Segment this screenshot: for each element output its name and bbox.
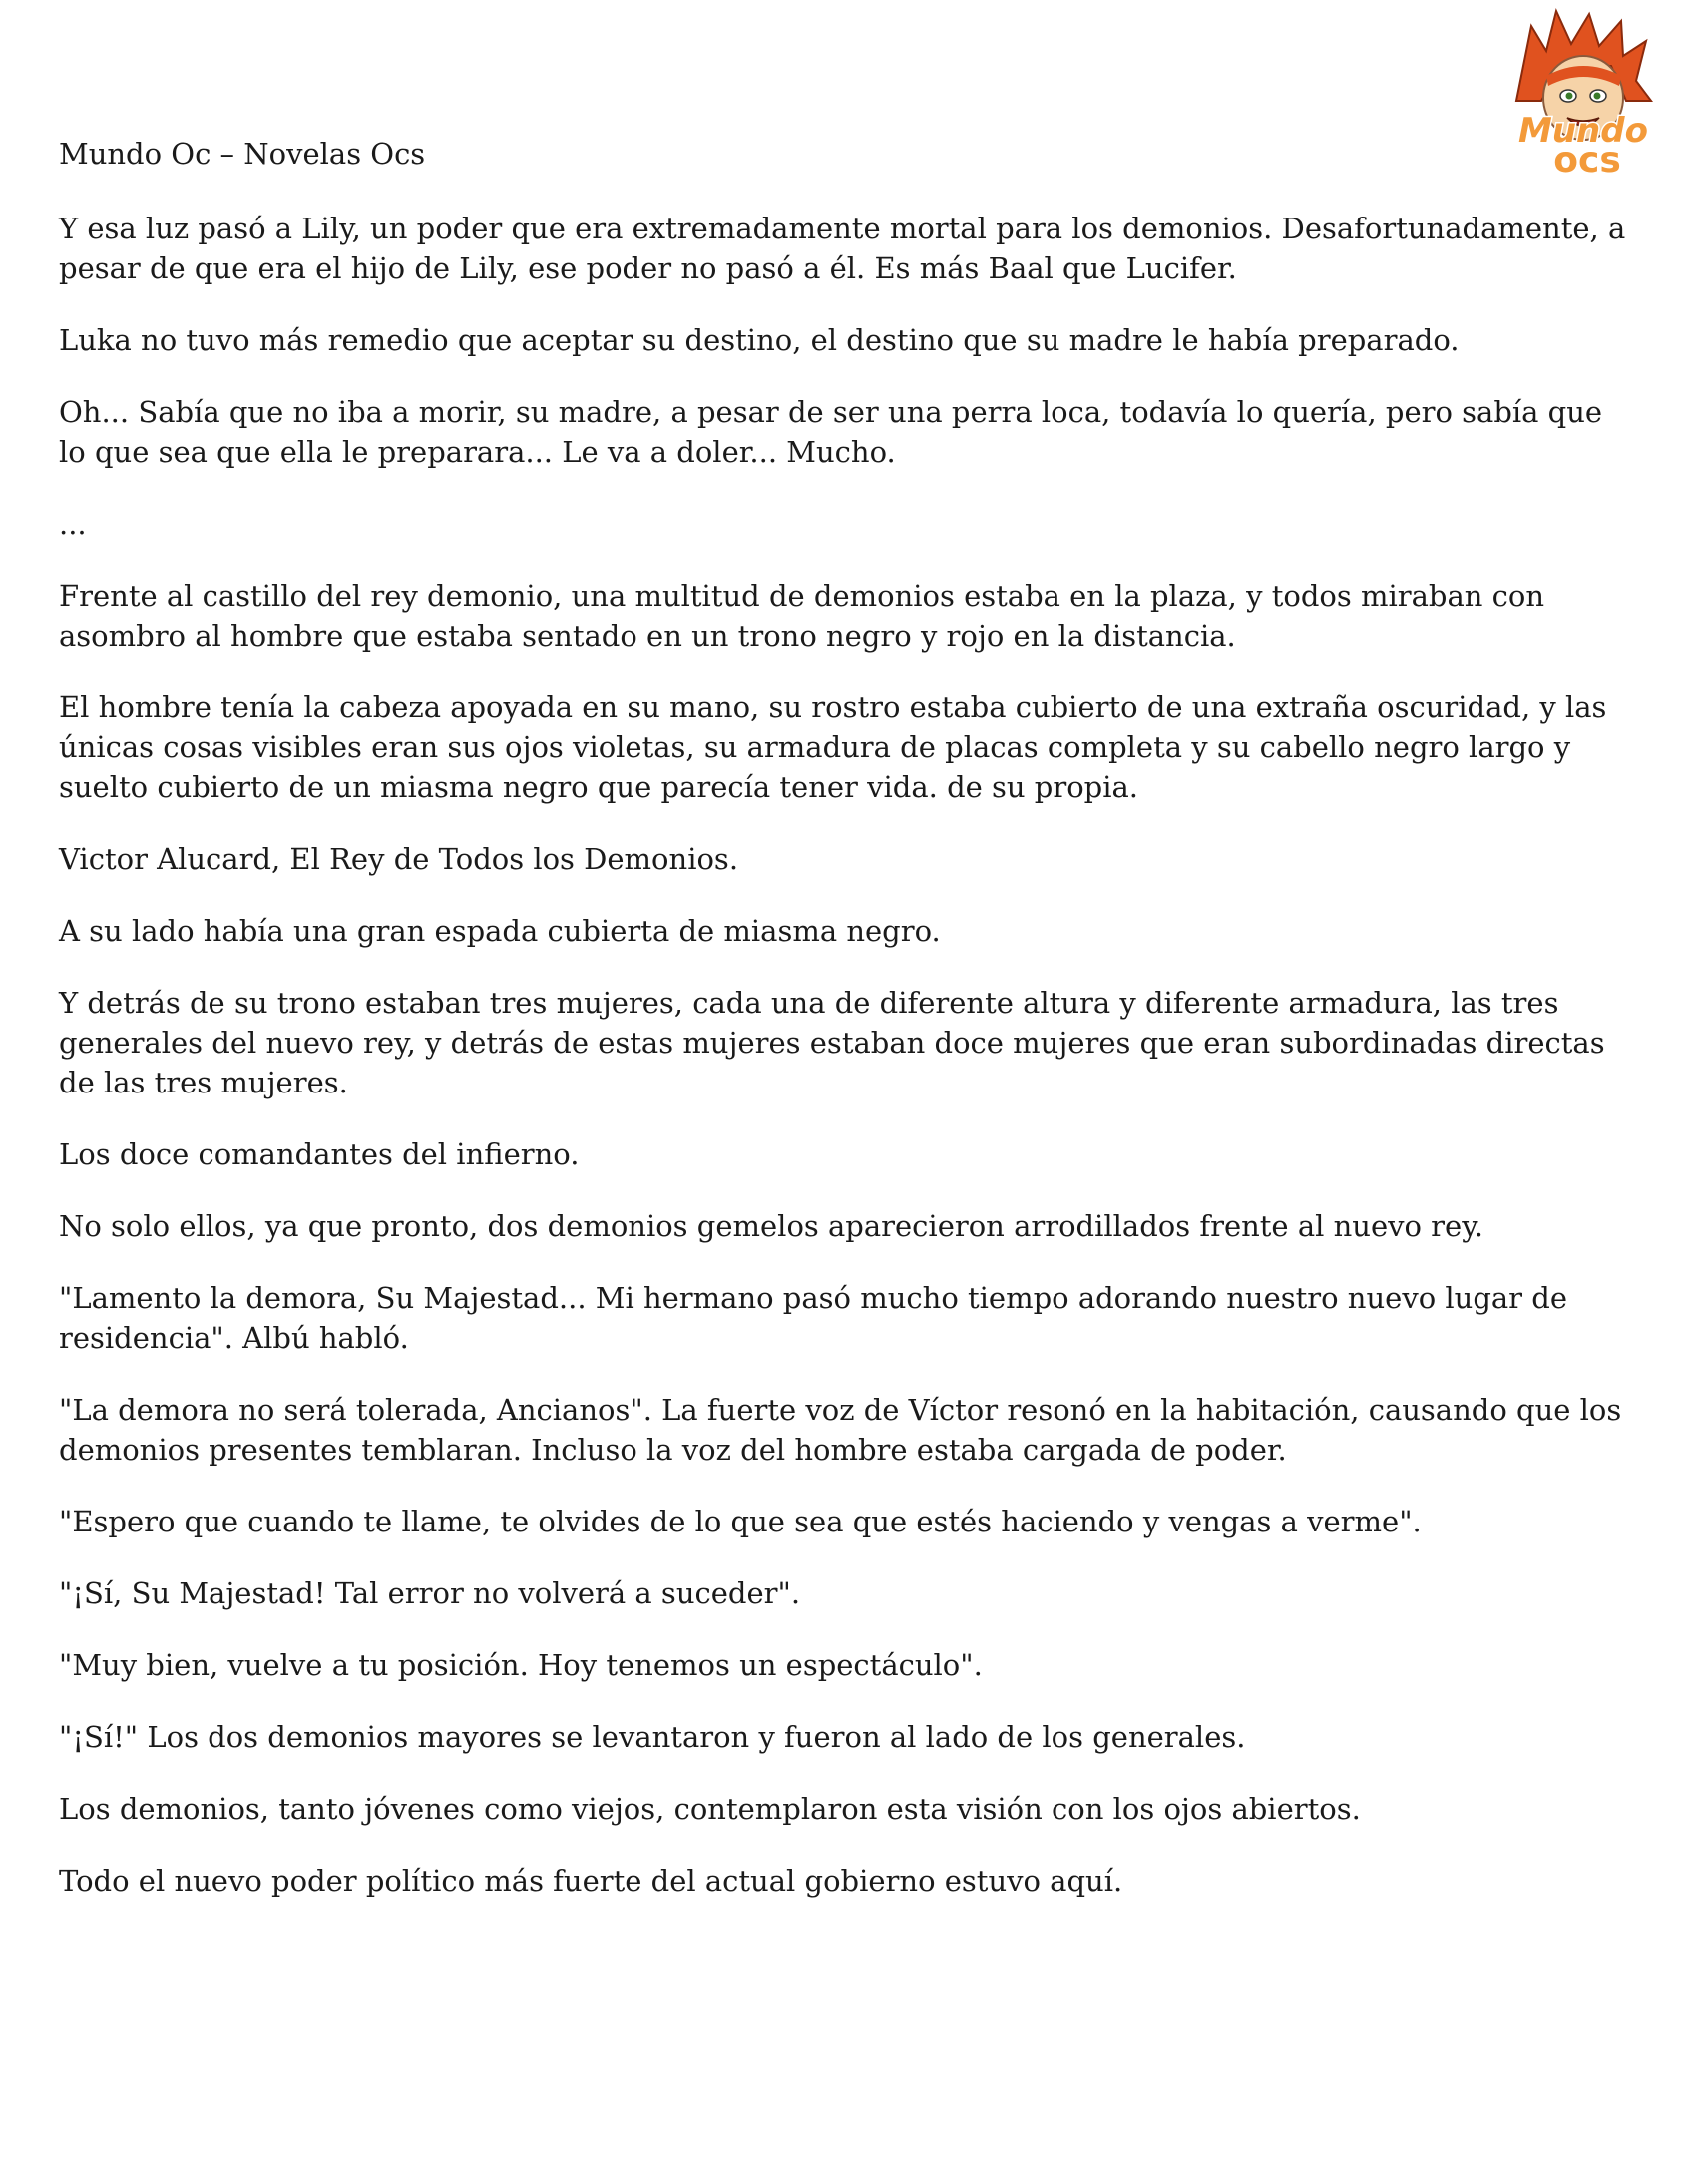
paragraph: Los demonios, tanto jóvenes como viejos, contemplaron esta visión con los ojos abiertos. xyxy=(59,1792,1361,1826)
paragraph: Los doce comandantes del infierno. xyxy=(59,1137,580,1171)
logo-text-bottom: ocs xyxy=(1553,140,1621,181)
paragraph: Luka no tuvo más remedio que aceptar su destino, el destino que su madre le había preparado. xyxy=(59,323,1460,357)
paragraph: El hombre tenía la cabeza apoyada en su mano, su rostro estaba cubierto de una extraña oscuridad, y las únicas cosas visibles eran sus ojos violetas, su armadura de placas completa y su cabello negro largo y suelto cubierto de un miasma negro que parecía tener vida. de su propia. xyxy=(59,690,1607,804)
paragraph: "¡Sí, Su Majestad! Tal error no volverá a suceder". xyxy=(59,1576,801,1610)
paragraph: Victor Alucard, El Rey de Todos los Demonios. xyxy=(59,842,739,876)
paragraph: "Muy bien, vuelve a tu posición. Hoy tenemos un espectáculo". xyxy=(59,1648,983,1682)
paragraph: "¡Sí!" Los dos demonios mayores se levantaron y fueron al lado de los generales. xyxy=(59,1720,1246,1754)
paragraph: Y esa luz pasó a Lily, un poder que era extremadamente mortal para los demonios. Desafortunadamente, a pesar de que era el hijo de Lily, ese poder no pasó a él. Es más Baal que Lucifer. xyxy=(59,212,1626,285)
logo-wordmark xyxy=(1518,111,1648,181)
paragraph: Frente al castillo del rey demonio, una multitud de demonios estaba en la plaza, y todos miraban con asombro al hombre que estaba sentado en un trono negro y rojo en la distancia. xyxy=(59,579,1545,653)
logo-text-top: Mundo xyxy=(1518,111,1648,151)
mundo-ocs-logo xyxy=(1501,6,1666,182)
paragraph: "Lamento la demora, Su Majestad... Mi hermano pasó mucho tiempo adorando nuestro nuevo lugar de residencia". Albú habló. xyxy=(59,1281,1567,1355)
paragraph: A su lado había una gran espada cubierta de miasma negro. xyxy=(59,914,941,948)
paragraph: "La demora no será tolerada, Ancianos". La fuerte voz de Víctor resonó en la habitación, causando que los demonios presentes temblaran. Incluso la voz del hombre estaba cargada de poder. xyxy=(59,1393,1622,1467)
paragraph: Oh... Sabía que no iba a morir, su madre, a pesar de ser una perra loca, todavía lo quería, pero sabía que lo que sea que ella le preparara... Le va a doler... Mucho. xyxy=(59,395,1603,469)
paragraph: No solo ellos, ya que pronto, dos demonios gemelos aparecieron arrodillados frente al nuevo rey. xyxy=(59,1209,1483,1243)
paragraph: Todo el nuevo poder político más fuerte del actual gobierno estuvo aquí. xyxy=(59,1864,1123,1898)
document-body xyxy=(59,209,1635,1933)
page-header: Mundo Oc – Novelas Ocs xyxy=(59,137,426,171)
paragraph: Y detrás de su trono estaban tres mujeres, cada una de diferente altura y diferente armadura, las tres generales del nuevo rey, y detrás de estas mujeres estaban doce mujeres que eran subordinadas directas de las tres mujeres. xyxy=(59,986,1605,1099)
paragraph: ... xyxy=(59,507,87,541)
paragraph: "Espero que cuando te llame, te olvides de lo que sea que estés haciendo y vengas a verme". xyxy=(59,1505,1422,1538)
